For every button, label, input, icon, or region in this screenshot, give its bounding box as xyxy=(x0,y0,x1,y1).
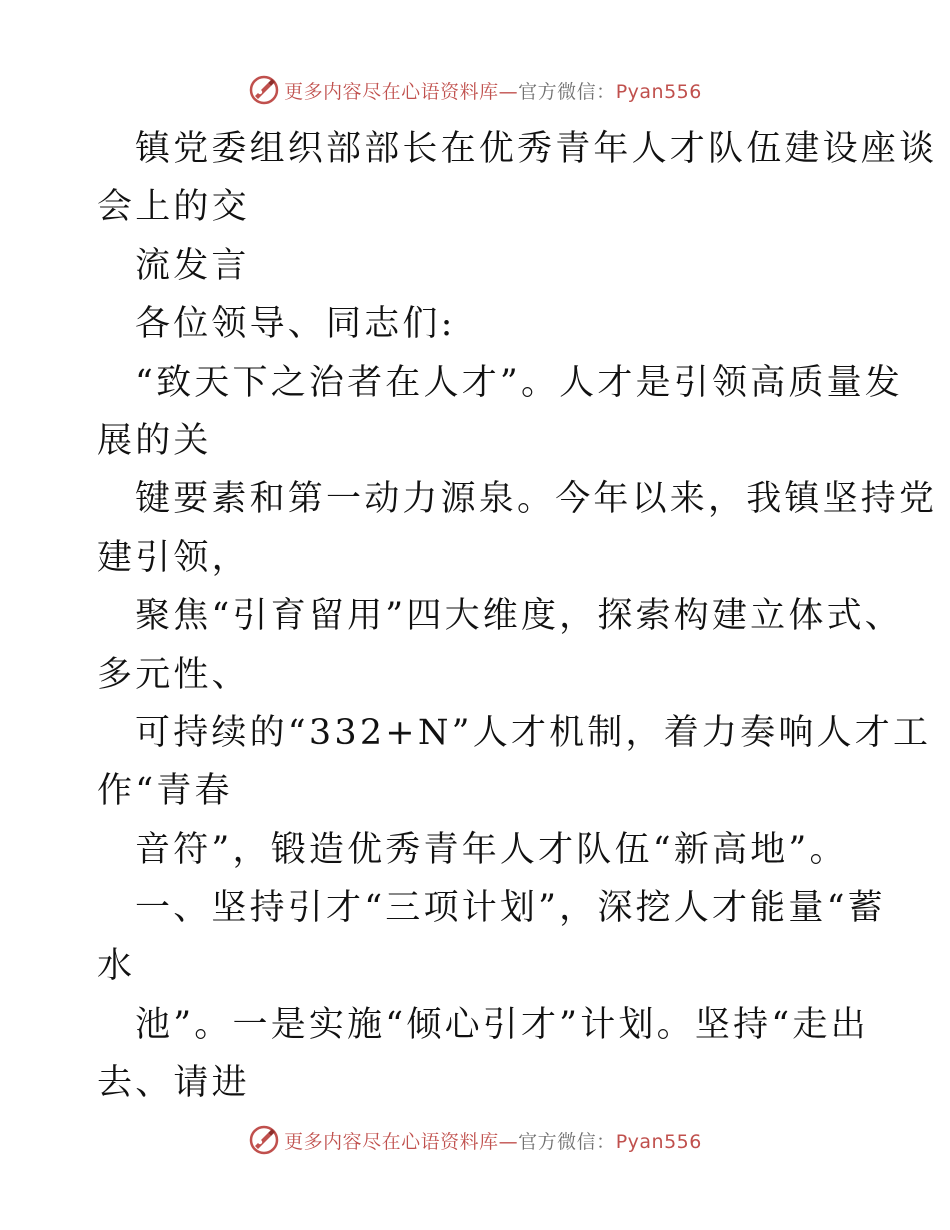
document-body xyxy=(97,120,938,1113)
paragraph-line: 多元性、 xyxy=(97,654,250,695)
footer-watermark xyxy=(0,1122,950,1158)
pen-logo-icon xyxy=(248,1124,280,1156)
pen-logo-icon xyxy=(248,74,280,106)
header-watermark xyxy=(0,72,950,108)
watermark-main: 更多内容尽在心语资料库 xyxy=(284,1130,499,1153)
section-heading-line: 水 xyxy=(97,946,136,987)
watermark-main: 更多内容尽在心语资料库 xyxy=(284,80,499,103)
watermark-text xyxy=(284,1127,702,1154)
section-heading-line: 一、坚持引才“三项计划”，深挖人才能量“蓄 xyxy=(135,888,886,929)
watermark-dash: — xyxy=(498,80,519,103)
watermark-label: 官方微信： xyxy=(518,80,616,103)
paragraph-line: 可持续的“332+N”人才机制，着力奏响人才工 xyxy=(135,712,932,753)
paragraph-line: 键要素和第一动力源泉。今年以来，我镇坚持党 xyxy=(135,479,938,520)
paragraph-line: “致天下之治者在人才”。人才是引领高质量发 xyxy=(135,362,903,403)
paragraph-line: 作“青春 xyxy=(97,771,233,812)
paragraph-line: 展的关 xyxy=(97,420,212,461)
paragraph-line: 池”。一是实施“倾心引才”计划。坚持“走出 xyxy=(135,1004,869,1045)
salutation: 各位领导、同志们: xyxy=(135,304,456,345)
watermark-text xyxy=(284,77,702,104)
watermark-id: Pyan556 xyxy=(615,80,702,103)
watermark-id: Pyan556 xyxy=(615,1130,702,1153)
paragraph-line: 音符”，锻造优秀青年人才队伍“新高地”。 xyxy=(135,829,848,870)
title-line-3: 流发言 xyxy=(135,245,250,286)
title-line-2: 会上的交 xyxy=(97,187,250,228)
paragraph-line: 建引领， xyxy=(97,537,250,578)
watermark-label: 官方微信： xyxy=(518,1130,616,1153)
paragraph-line: 聚焦“引育留用”四大维度，探索构建立体式、 xyxy=(135,596,903,637)
paragraph-line: 去、请进 xyxy=(97,1063,250,1104)
title-line-1: 镇党委组织部部长在优秀青年人才队伍建设座谈 xyxy=(135,129,938,169)
watermark-dash: — xyxy=(498,1130,519,1153)
